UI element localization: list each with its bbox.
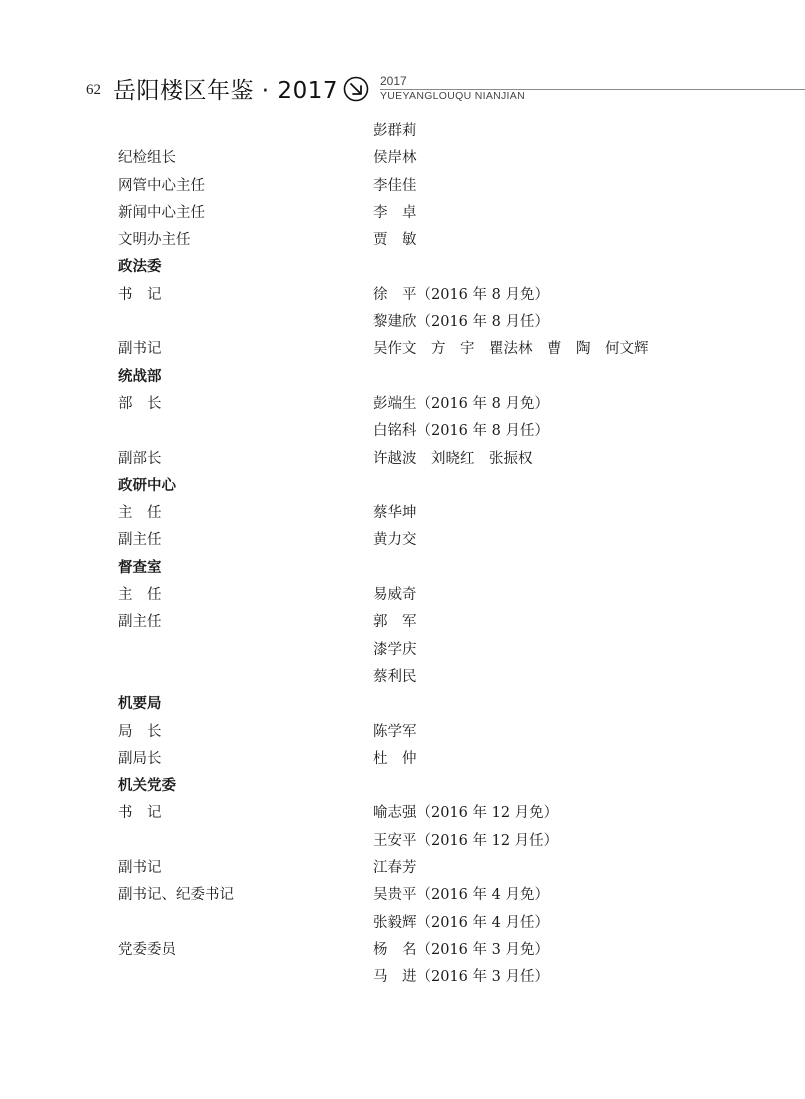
roster-row (0, 200, 805, 227)
person-names: 杨 名（2016 年 3 月免） (373, 941, 549, 958)
person-names: 蔡利民 (373, 668, 417, 685)
section-heading (0, 773, 805, 800)
position-label: 党委委员 (118, 941, 176, 958)
position-label: 副主任 (118, 532, 162, 549)
roster-row (0, 309, 805, 336)
roster-row (0, 937, 805, 964)
person-names: 李佳佳 (373, 177, 417, 194)
section-title: 统战部 (118, 368, 162, 385)
roster-row (0, 800, 805, 827)
person-names: 马 进（2016 年 3 月任） (373, 969, 549, 986)
person-names: 李 卓 (373, 204, 417, 221)
position-label: 书 记 (118, 286, 162, 303)
roster-row (0, 609, 805, 636)
circle-arrow-down-right-icon (343, 76, 369, 102)
roster-row (0, 391, 805, 418)
position-label: 副书记 (118, 341, 162, 358)
page-number: 62 (86, 82, 101, 98)
person-names: 郭 军 (373, 614, 417, 631)
roster-row (0, 882, 805, 909)
position-label: 网管中心主任 (118, 177, 205, 194)
position-label: 纪检组长 (118, 150, 176, 167)
roster-row (0, 336, 805, 363)
roster-row (0, 664, 805, 691)
section-title: 政研中心 (118, 477, 176, 494)
section-heading (0, 364, 805, 391)
position-label: 局 长 (118, 723, 162, 740)
personnel-roster (0, 118, 805, 992)
position-label: 书 记 (118, 805, 162, 822)
person-names: 蔡华坤 (373, 505, 417, 522)
roster-row (0, 855, 805, 882)
position-label: 副主任 (118, 614, 162, 631)
roster-row (0, 910, 805, 937)
section-title: 政法委 (118, 259, 162, 276)
person-names: 贾 敏 (373, 232, 417, 249)
person-names: 黎建欣（2016 年 8 月任） (373, 314, 549, 331)
position-label: 主 任 (118, 587, 162, 604)
page-header (0, 0, 805, 120)
book-title: 岳阳楼区年鉴 · 2017 (113, 78, 338, 104)
section-title: 督查室 (118, 559, 162, 576)
roster-row (0, 282, 805, 309)
person-names: 漆学庆 (373, 641, 417, 658)
section-heading (0, 691, 805, 718)
section-heading (0, 254, 805, 281)
person-names: 彭端生（2016 年 8 月免） (373, 395, 549, 412)
roster-row (0, 964, 805, 991)
section-heading (0, 555, 805, 582)
position-label: 副书记、纪委书记 (118, 887, 234, 904)
person-names: 张毅辉（2016 年 4 月任） (373, 914, 549, 931)
roster-row (0, 227, 805, 254)
person-names: 黄力交 (373, 532, 417, 549)
person-names: 陈学军 (373, 723, 417, 740)
person-names: 许越波 刘晓红 张振权 (373, 450, 533, 467)
position-label: 副部长 (118, 450, 162, 467)
roster-row (0, 173, 805, 200)
position-label: 部 长 (118, 395, 162, 412)
position-label: 副局长 (118, 750, 162, 767)
roster-row (0, 719, 805, 746)
roster-row (0, 746, 805, 773)
roster-row (0, 828, 805, 855)
position-label: 主 任 (118, 505, 162, 522)
person-names: 易威奇 (373, 587, 417, 604)
roster-row (0, 637, 805, 664)
position-label: 文明办主任 (118, 232, 191, 249)
person-names: 侯岸林 (373, 150, 417, 167)
roster-row (0, 527, 805, 554)
section-title: 机要局 (118, 696, 162, 713)
person-names: 吴贵平（2016 年 4 月免） (373, 887, 549, 904)
roster-row (0, 118, 805, 145)
person-names: 徐 平（2016 年 8 月免） (373, 286, 549, 303)
person-names: 彭群莉 (373, 123, 417, 139)
roster-row (0, 446, 805, 473)
person-names: 王安平（2016 年 12 月任） (373, 832, 559, 849)
person-names: 喻志强（2016 年 12 月免） (373, 805, 559, 822)
person-names: 白铭科（2016 年 8 月任） (373, 423, 549, 440)
roster-row (0, 582, 805, 609)
roster-row (0, 418, 805, 445)
person-names: 江春芳 (373, 860, 417, 877)
roster-row (0, 145, 805, 172)
person-names: 吴作文 方 宇 瞿法林 曹 陶 何文辉 (373, 341, 649, 358)
roster-row (0, 500, 805, 527)
position-label: 副书记 (118, 860, 162, 877)
section-heading (0, 473, 805, 500)
header-year: 2017 (380, 74, 407, 88)
position-label: 新闻中心主任 (118, 204, 205, 221)
section-title: 机关党委 (118, 778, 176, 795)
person-names: 杜 仲 (373, 750, 417, 767)
header-subtitle: YUEYANGLOUQU NIANJIAN (380, 90, 525, 102)
